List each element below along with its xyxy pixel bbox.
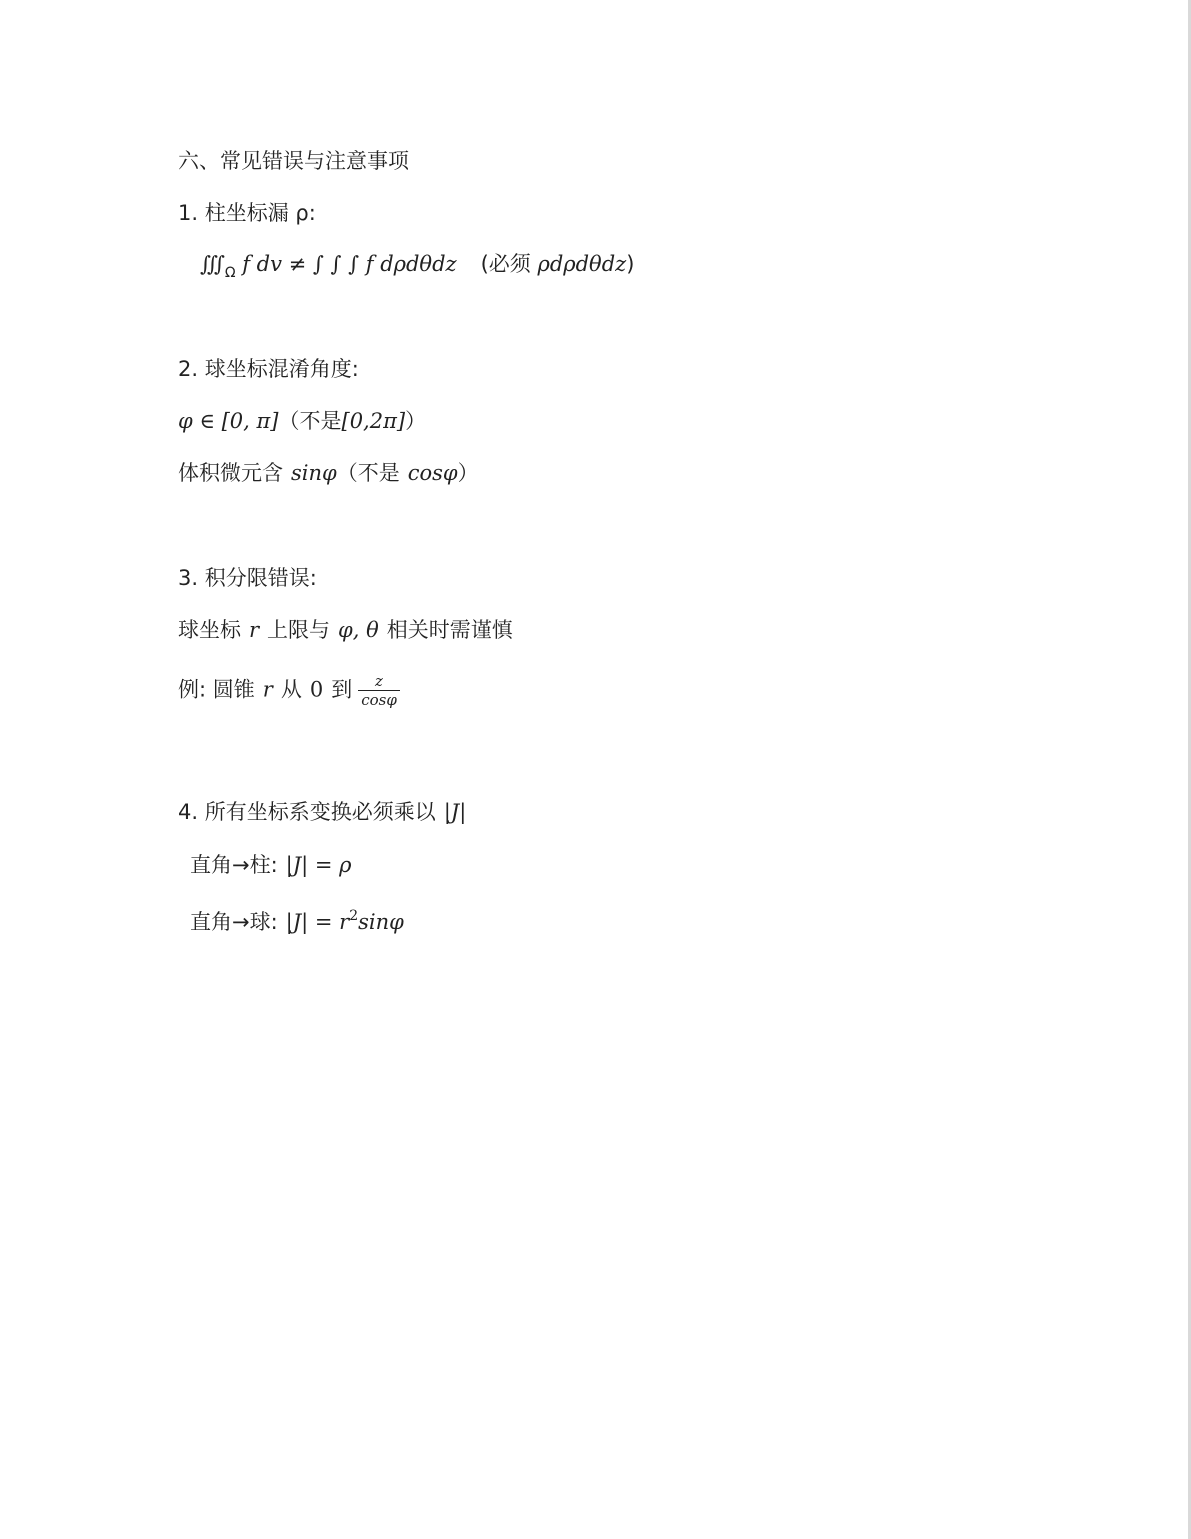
r-variable: r [249,618,260,642]
integral-domain: Ω [224,265,236,281]
triple-integral-symbol: ∭ [200,252,225,276]
zero-value: 0 [309,677,324,702]
item2-heading: 2. 球坐标混淆角度: [178,357,359,381]
item3-line2: 例: 圆锥 r 从 0 到 $\frac{z}{\cos\varphi}$ [178,672,400,709]
jacobian-sin-phi: sinφ [358,910,404,934]
item2-line2: 体积微元含 sinφ（不是 cosφ） [178,461,479,485]
item1-heading: 1. 柱坐标漏 ρ: [178,201,316,225]
item4-line2: 直角→球: $|J| = r^2\sin\varphi$ [190,908,404,934]
integral-expression: f dv ≠ ∫ ∫ ∫ f dρdθdz [235,252,457,276]
formula-note-math: ρdρdθdz [537,252,627,276]
cos-phi: cosφ [407,461,458,485]
formula-note-prefix: (必须 [480,252,538,276]
item4-line1: 直角→柱: |J| = ρ [190,853,352,877]
item4-heading: 4. 所有坐标系变换必须乘以 |J| [178,800,467,824]
upper-limit-fraction [358,672,400,709]
section-title: 六、常见错误与注意事项 [178,149,409,173]
phi-range: φ ∈ [0, π] [178,409,279,433]
jacobian-symbol: |J| [443,800,467,824]
formula-note-suffix: ) [626,252,635,276]
exponent-two: 2 [349,908,359,924]
item3-heading: 3. 积分限错误: [178,566,317,590]
r-variable: r [262,677,273,702]
item2-line1: φ ∈ [0, π]（不是[0,2π]） [178,409,427,433]
fraction-denominator: cosφ [361,691,397,709]
phi-theta: φ, θ [338,618,379,642]
sin-phi: sinφ [291,461,337,485]
wrong-range: [0,2π] [341,409,406,433]
jacobian-spherical: |J| = r [285,910,350,934]
item3-line1: 球坐标 r 上限与 φ, θ 相关时需谨慎 [178,618,513,642]
fraction-numerator: z [358,672,400,691]
item1-formula [200,250,634,287]
jacobian-cylindrical: |J| = ρ [285,853,352,877]
